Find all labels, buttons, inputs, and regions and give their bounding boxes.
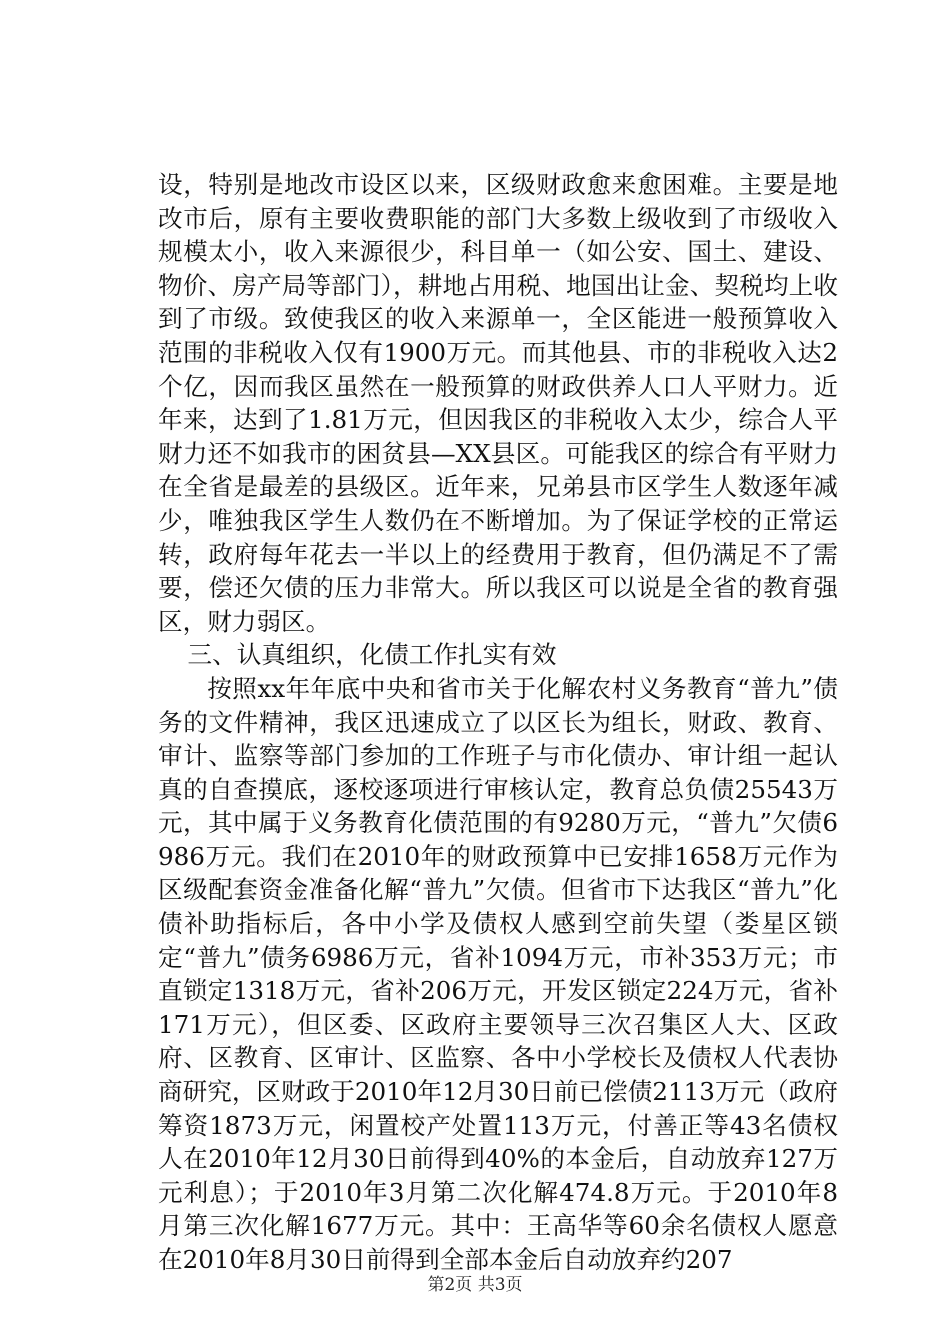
document-page bbox=[158, 168, 838, 1277]
section-heading-3: 三、认真组织，化债工作扎实有效 bbox=[187, 640, 557, 670]
body-paragraph-1: 设，特别是地改市设区以来，区级财政愈来愈困难。主要是地改市后，原有主要收费职能的部门大多数上级收到了市级收入规模太小，收入来源很少，科目单一（如公安、国土、建设、物价、房产局等部门），耕地占用税、地国出让金、契税均上收到了市级。致使我区的收入来源单一，全区能进一般预算收入范围的非税收入仅有1900万元。而其他县、市的非税收入达2个亿，因而我区虽然在一般预算的财政供养人口人平财力。近年来，达到了1.81万元，但因我区的非税收入太少，综合人平财力还不如我市的困贫县—XX县区。可能我区的综合有平财力在全省是最差的县级区。近年来，兄弟县市区学生人数逐年减少，唯独我区学生人数仍在不断增加。为了保证学校的正常运转，政府每年花去一半以上的经费用于教育，但仍满足不了需要，偿还欠债的压力非常大。所以我区可以说是全省的教育强区，财力弱区。 bbox=[158, 170, 838, 636]
body-paragraph-2: 按照xx年年底中央和省市关于化解农村义务教育“普九”债务的文件精神，我区迅速成立了以区长为组长，财政、教育、审计、监察等部门参加的工作班子与市化债办、审计组一起认真的自查摸底，逐校逐项进行审核认定，教育总负债25543万元，其中属于义务教育化债范围的有9280万元，“普九”欠债6986万元。我们在2010年的财政预算中已安排1658万元作为区级配套资金准备化解“普九”欠债。但省市下达我区“普九”化债补助指标后，各中小学及债权人感到空前失望（娄星区锁定“普九”债务6986万元，省补1094万元，市补353万元；市直锁定1318万元，省补206万元，开发区锁定224万元，省补171万元），但区委、区政府主要领导三次召集区人大、区政府、区教育、区审计、区监察、各中小学校长及债权人代表协商研究，区财政于2010年12月30日前已偿债2113万元（政府筹资1873万元，闲置校产处置113万元，付善正等43名债权人在2010年12月30日前得到40%的本金后，自动放弃127万元利息）；于2010年3月第二次化解474.8万元。于2010年8月第三次化解1677万元。其中：王高华等60余名债权人愿意在2010年8月30日前得到全部本金后自动放弃约207 bbox=[158, 673, 838, 1274]
page-footer: 第2页 共3页 bbox=[427, 1275, 523, 1295]
